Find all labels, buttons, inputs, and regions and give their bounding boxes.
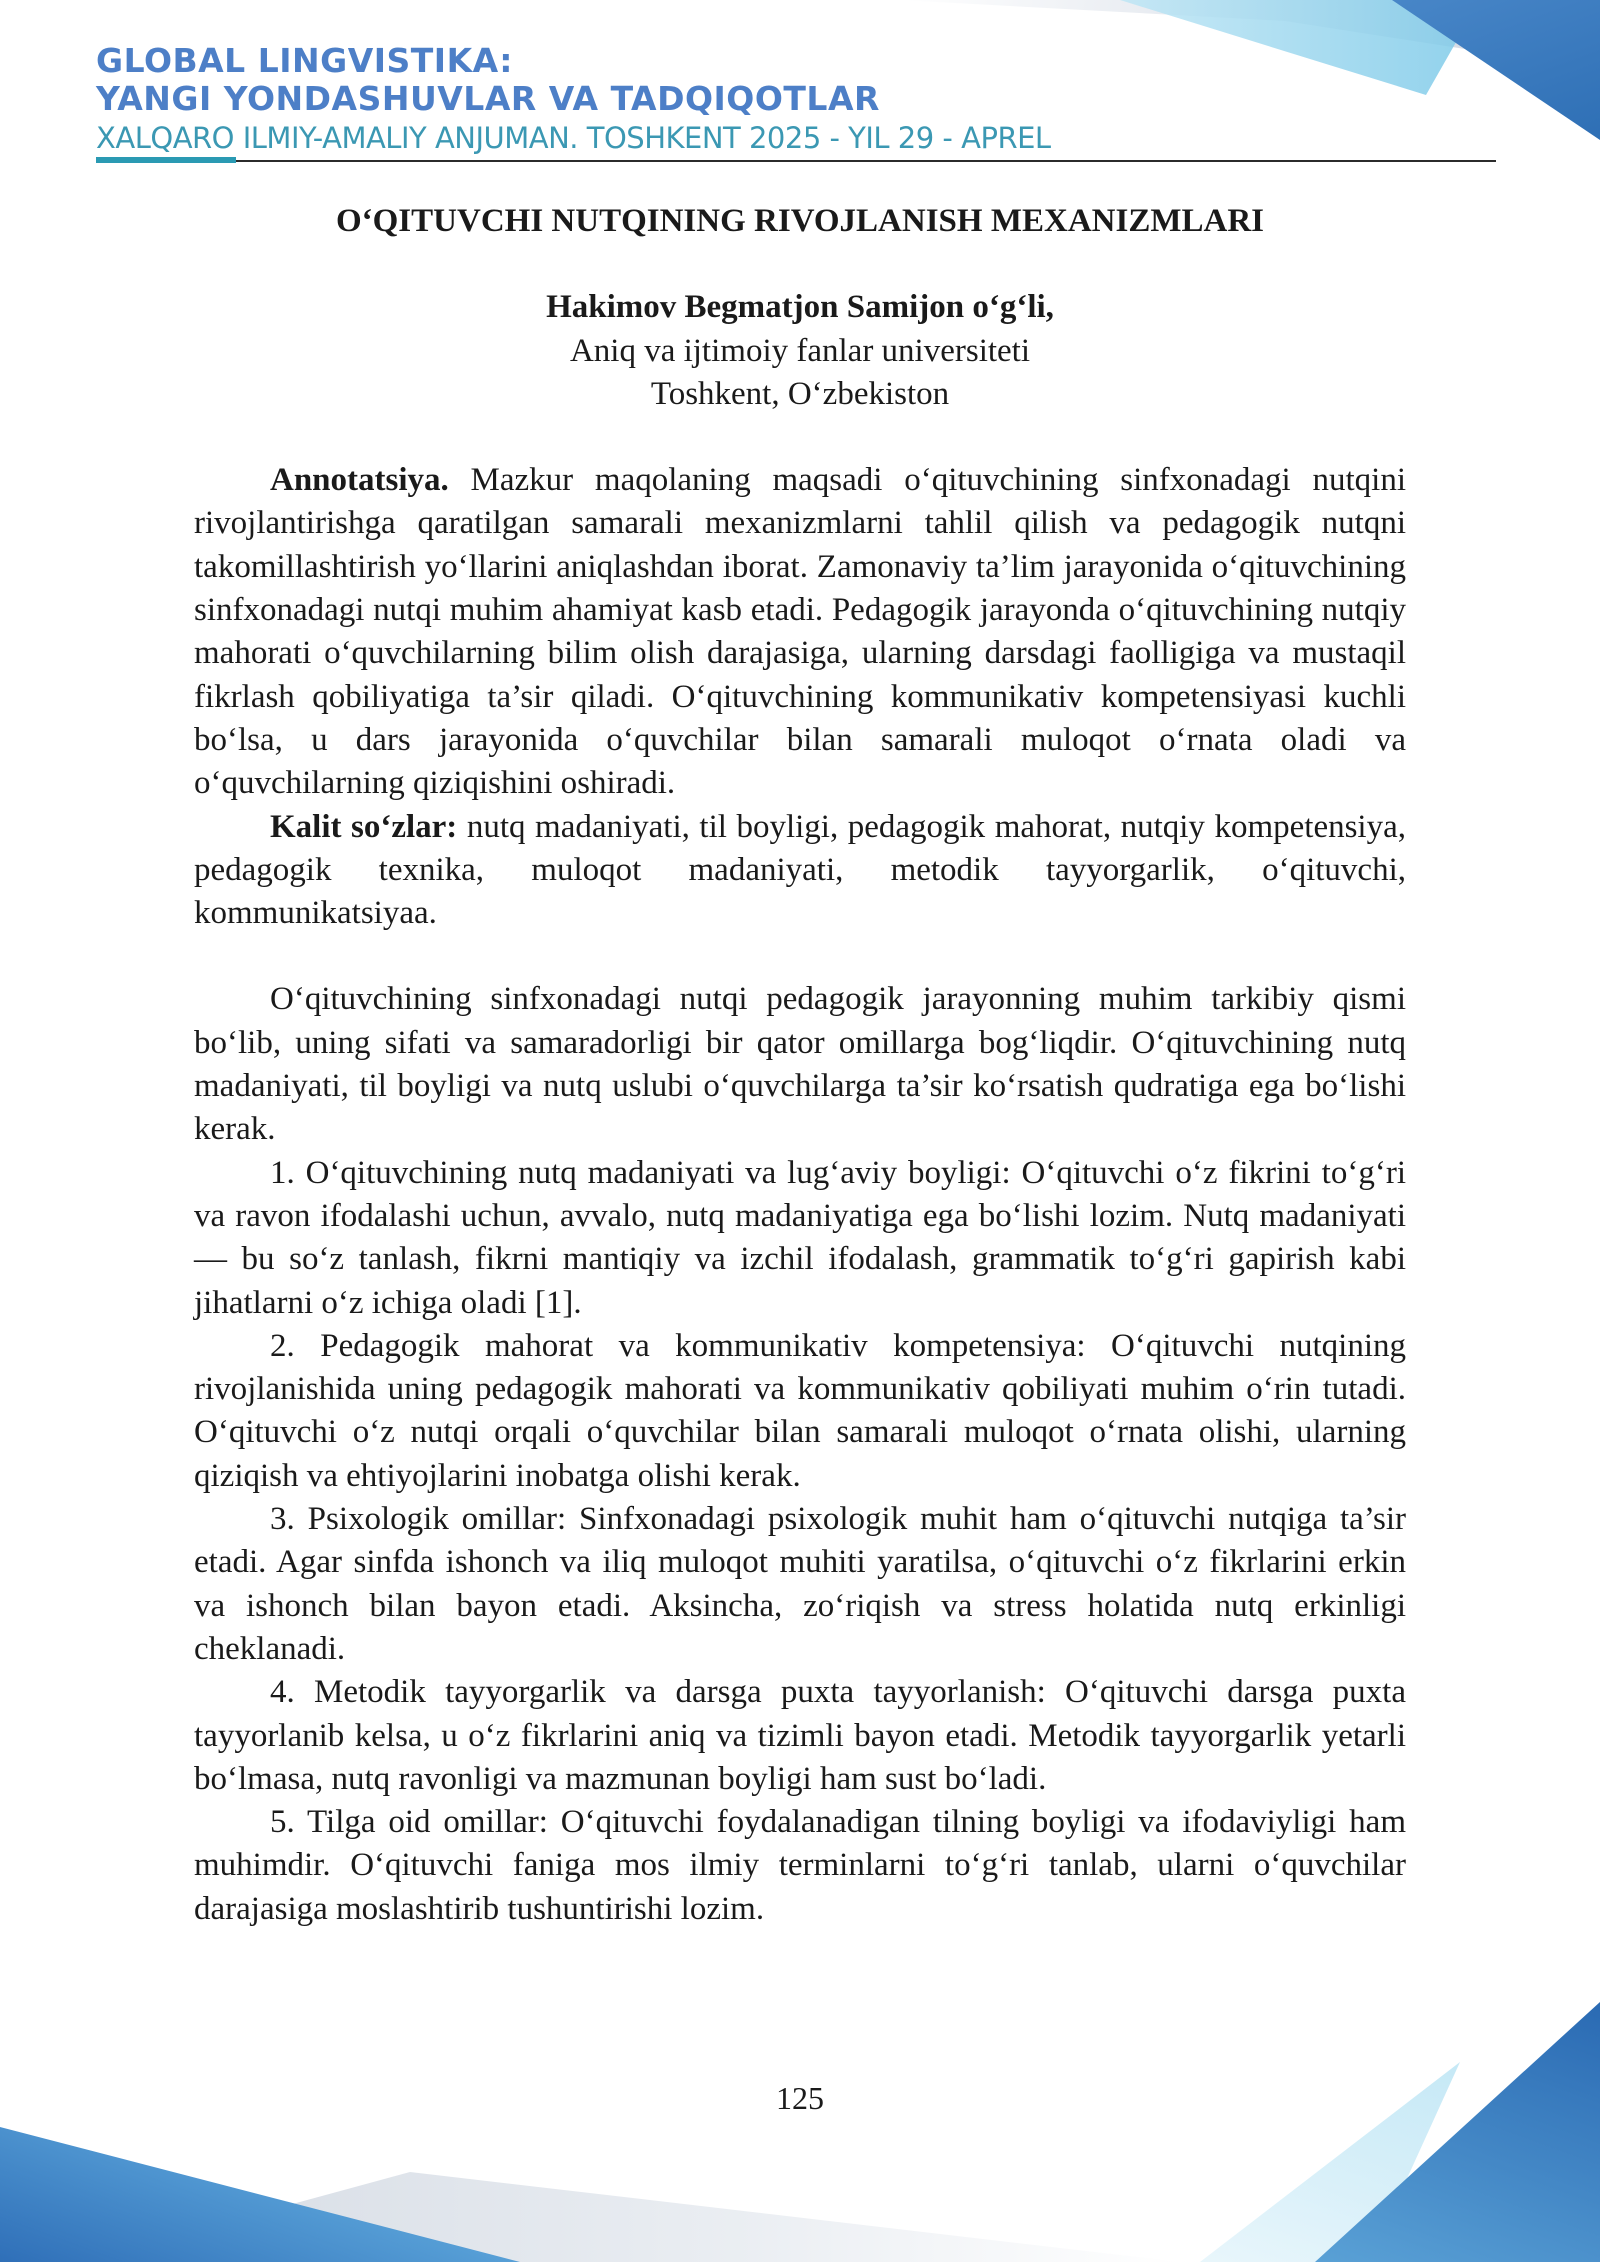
conference-header: [96, 42, 1051, 158]
author-name: Hakimov Begmatjon Samijon o‘g‘li,: [546, 289, 1054, 326]
author-affiliation: Aniq va ijtimoiy fanlar universiteti: [569, 332, 1031, 369]
conference-subtitle: XALQARO ILMIY-AMALIY ANJUMAN. TOSHKENT 2025 - YIL 29 - APREL: [96, 121, 1051, 155]
keywords: [194, 806, 1406, 936]
body-paragraph: 2. Pedagogik mahorat va kommunikativ kompetensiya: O‘qituvchi nutqining rivojlanishida uning pedagogik mahorati va kommunikativ qobiliyati muhim o‘rin tutadi. O‘qituvchi o‘z nutqi orqali o‘quvchilar bilan samarali muloqot o‘rnata olishi, ularning qiziqish va ehtiyojlarini inobatga olishi kerak.: [194, 1327, 1406, 1494]
conference-title-line2: YANGI YONDASHUVLAR VA TADQIQOTLAR: [96, 79, 880, 118]
abstract-label: Annotatsiya.: [270, 462, 449, 499]
author-block: [194, 286, 1406, 416]
body-paragraph: 1. O‘qituvchining nutq madaniyati va lug‘aviy boyligi: O‘qituvchi o‘z fikrini to‘g‘ri va ravon ifodalashi uchun, avvalo, nutq madaniyatiga ega bo‘lishi lozim. Nutq madaniyati — bu so‘z tanlash, fikrni mantiqiy va izchil ifodalash, grammatik to‘g‘ri gapirish kabi jihatlarni o‘z ichiga oladi [1].: [194, 1154, 1406, 1321]
abstract: [194, 459, 1406, 805]
body-paragraph: 3. Psixologik omillar: Sinfxonadagi psixologik muhit ham o‘qituvchi nutqiga ta’sir etadi. Agar sinfda ishonch va iliq muloqot muhiti yaratilsa, o‘qituvchi o‘z fikrlarini erkin va ishonch bilan bayon etadi. Aksincha, zo‘riqish va stress holatida nutq erkinligi cheklanadi.: [194, 1501, 1406, 1667]
article-title: O‘QITUVCHI NUTQINING RIVOJLANISH MEXANIZMLARI: [335, 203, 1264, 239]
page-number: 125: [776, 2080, 824, 2116]
header-divider: [96, 160, 1496, 162]
author-location: Toshkent, O‘zbekiston: [650, 375, 950, 412]
body-paragraph: O‘qituvchining sinfxonadagi nutqi pedagogik jarayonning muhim tarkibiy qismi bo‘lib, uning sifati va samaradorligi bir qator omillarga bog‘liqdir. O‘qituvchining nutq madaniyati, til boyligi va nutq uslubi o‘quvchilarga ta’sir ko‘rsatish qudratiga ega bo‘lishi kerak.: [194, 981, 1406, 1148]
abstract-text: Mazkur maqolaning maqsadi o‘qituvchining sinfxonadagi nutqini rivojlantirishga qaratilgan samarali mexanizmlarni tahlil qilish va pedagogik nutqni takomillashtirish yo‘llarini aniqlashdan iborat. Zamonaviy ta’lim jarayonida o‘qituvchining sinfxonadagi nutqi muhim ahamiyat kasb etadi. Pedagogik jarayonda o‘qituvchining nutqiy mahorati o‘quvchilarning bilim olish darajasiga, ularning darsdagi faolligiga va mustaqil fikrlash qobiliyatiga ta’sir qiladi. O‘qituvchining kommunikativ kompetensiyasi kuchli bo‘lsa, u dars jarayonida o‘quvchilar bilan samarali muloqot o‘rnata oladi va o‘quvchilarning qiziqishini oshiradi.: [194, 462, 1406, 802]
header-divider-accent: [96, 157, 236, 163]
article-body: [194, 190, 1406, 1931]
conference-title-line1: GLOBAL LINGVISTIKA:: [96, 41, 514, 80]
keywords-label: Kalit so‘zlar:: [270, 808, 458, 845]
body-paragraph: 4. Metodik tayyorgarlik va darsga puxta tayyorlanish: O‘qituvchi darsga puxta tayyorlanib kelsa, u o‘z fikrlarini aniq va tizimli bayon etadi. Metodik tayyorgarlik yetarli bo‘lmasa, nutq ravonligi va mazmunan boyligi ham sust bo‘ladi.: [194, 1674, 1406, 1797]
body-paragraph: 5. Tilga oid omillar: O‘qituvchi foydalanadigan tilning boyligi va ifodaviyligi ham muhimdir. O‘qituvchi faniga mos ilmiy terminlarni to‘g‘ri tanlab, ularni o‘quvchilar darajasiga moslashtirib tushuntirishi lozim.: [194, 1804, 1406, 1927]
keywords-text: nutq madaniyati, til boyligi, pedagogik mahorat, nutqiy kompetensiya, pedagogik texnika, muloqot madaniyati, metodik tayyorgarlik, o‘qituvchi, kommunikatsiyaa.: [194, 808, 1406, 932]
